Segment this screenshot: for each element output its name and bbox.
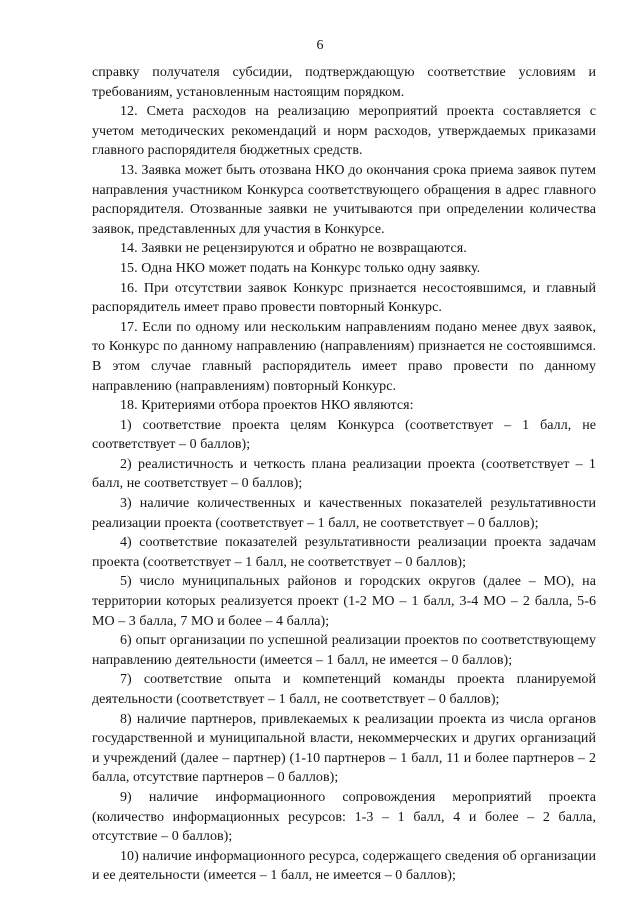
- criterion-10: 10) наличие информационного ресурса, содержащего сведения об организации и ее деятельности (имеется – 1 балл, не имеется – 0 баллов);: [92, 848, 596, 884]
- paragraph-15: 15. Одна НКО может подать на Конкурс только одну заявку.: [120, 260, 481, 276]
- criterion-4: 4) соответствие показателей результативности реализации проекта задачам проекта (соответствует – 1 балл, не соответствует – 0 баллов);: [92, 535, 596, 570]
- paragraph-13: 13. Заявка может быть отозвана НКО до окончания срока приема заявок путем направления участником Конкурса соответствующего обращения в адрес главного распорядителя. Отозванные заявки не учитываются при определении количества заявок, представленных для участия в Конкурсе.: [92, 162, 596, 237]
- criterion-1: 1) соответствие проекта целям Конкурса (соответствует – 1 балл, не соответствует – 0 баллов);: [92, 417, 596, 453]
- criterion-6: 6) опыт организации по успешной реализации проектов по соответствующему направлению деятельности (имеется – 1 балл, не имеется – 0 баллов);: [92, 633, 596, 668]
- criterion-2: 2) реалистичность и четкость плана реализации проекта (соответствует – 1 балл, не соответствует – 0 баллов);: [92, 456, 596, 492]
- document-body: [92, 63, 596, 886]
- paragraph-17: 17. Если по одному или нескольким направлениям подано менее двух заявок, то Конкурс по данному направлению (направлениям) признается не состоявшимся. В этом случае главный распорядитель имеет право провести по данному направлению (направлениям) повторный Конкурс.: [92, 319, 596, 394]
- criterion-3: 3) наличие количественных и качественных показателей результативности реализации проекта (соответствует – 1 балл, не соответствует – 0 баллов);: [92, 496, 596, 531]
- paragraph-continuation: справку получателя субсидии, подтверждающую соответствие условиям и требованиям, установленным настоящим порядком.: [92, 65, 596, 100]
- criterion-7: 7) соответствие опыта и компетенций команды проекта планируемой деятельности (соответствует – 1 балл, не соответствует – 0 баллов);: [92, 672, 596, 707]
- paragraph-12: 12. Смета расходов на реализацию мероприятий проекта составляется с учетом методических рекомендаций и норм расходов, утверждаемых приказами главного распорядителя бюджетных средств.: [92, 104, 596, 159]
- page-number: 6: [316, 38, 324, 53]
- paragraph-16: 16. При отсутствии заявок Конкурс признается несостоявшимся, и главный распорядитель имеет право провести повторный Конкурс.: [92, 280, 596, 316]
- paragraph-14: 14. Заявки не рецензируются и обратно не возвращаются.: [120, 241, 467, 257]
- paragraph-18: 18. Критериями отбора проектов НКО являются:: [120, 398, 414, 414]
- criterion-9: 9) наличие информационного сопровождения мероприятий проекта (количество информационных ресурсов: 1-3 – 1 балл, 4 и более – 2 балла, отсутствие – 0 баллов);: [92, 789, 596, 845]
- criterion-5: 5) число муниципальных районов и городских округов (далее – МО), на территории которых реализуется проект (1-2 МО – 1 балл, 3-4 МО – 2 балла, 5-6 МО – 3 балла, 7 МО и более – 4 балла);: [92, 574, 596, 629]
- criterion-8: 8) наличие партнеров, привлекаемых к реализации проекта из числа органов государственной и муниципальной власти, некоммерческих и других организаций и учреждений (далее – партнер) (1-10 партнеров – 1 балл, 11 и более партнеров – 2 балла, отсутствие партнеров – 0 баллов);: [92, 711, 596, 786]
